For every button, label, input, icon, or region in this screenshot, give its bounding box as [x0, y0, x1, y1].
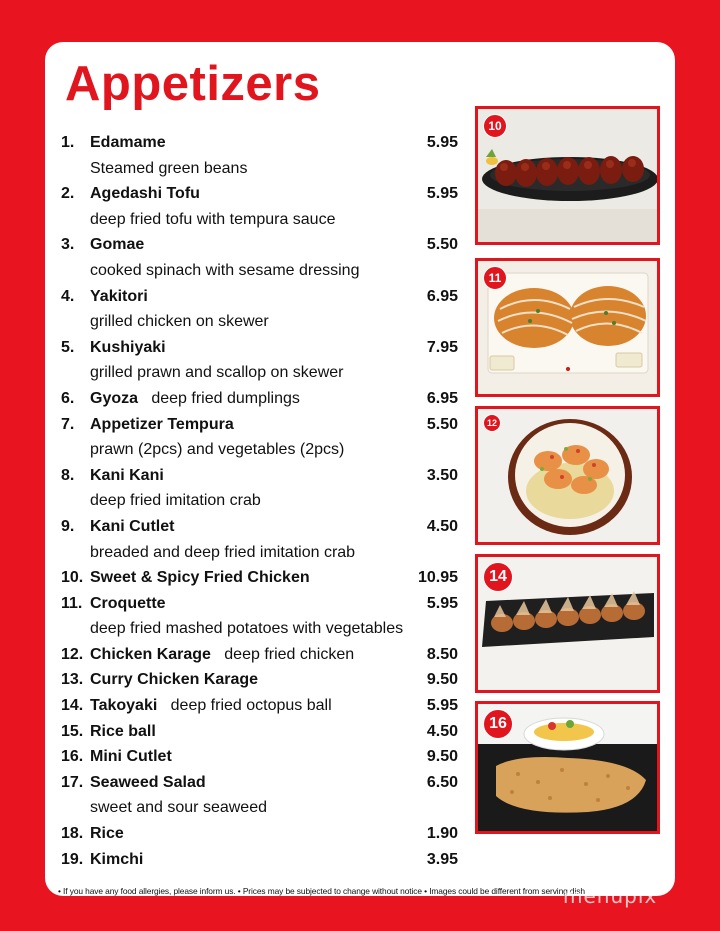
item-name: [90, 232, 144, 258]
item-name-text: Kushiyaki: [90, 338, 166, 356]
photo-karage-bowl: [475, 406, 660, 545]
item-number: 11.: [61, 594, 83, 612]
item-number: 7.: [61, 415, 75, 433]
item-inline-description: deep fried dumplings: [151, 389, 300, 407]
menu-item: [61, 744, 471, 770]
item-name: [90, 821, 124, 847]
menu-item: [61, 232, 471, 258]
menu-item: [61, 821, 471, 847]
item-price: 5.50: [426, 236, 458, 254]
menu-item: [61, 181, 471, 207]
item-number: 18.: [61, 825, 84, 843]
item-number: 17.: [61, 773, 84, 791]
item-name-text: Appetizer Tempura: [90, 415, 234, 433]
disclaimer: • If you have any food allergies, please inform us. • Prices may be subjected to change without notice • Images could be different from serving dish: [58, 886, 585, 896]
item-name: [90, 565, 310, 591]
item-name-text: Kimchi: [90, 850, 144, 868]
item-name: [90, 642, 354, 668]
photo-fried-chicken: [475, 106, 660, 245]
menu-item: [61, 770, 471, 796]
photo-badge: 14: [483, 562, 513, 592]
item-name-text: Yakitori: [90, 287, 148, 305]
item-name: [90, 181, 200, 207]
item-description: breaded and deep fried imitation crab: [90, 543, 356, 561]
menu-item: [61, 412, 471, 438]
item-price: 5.95: [426, 134, 458, 151]
item-number: 12.: [61, 645, 84, 663]
item-inline-description: deep fried chicken: [224, 645, 355, 663]
item-name-text: Curry Chicken Karage: [90, 671, 259, 689]
menu-item: [61, 719, 471, 745]
item-name: [90, 130, 166, 156]
item-price: 6.95: [426, 287, 458, 305]
item-price: 9.50: [426, 671, 458, 689]
item-name-text: Kani Cutlet: [90, 517, 175, 535]
page-title: Appetizers: [65, 57, 321, 111]
menu-item: [61, 284, 471, 310]
item-number: 5.: [61, 338, 75, 356]
item-number: 16.: [61, 748, 84, 766]
photo-badge: 10: [483, 114, 507, 138]
item-number: 13.: [61, 671, 84, 689]
item-number: 1.: [61, 134, 75, 151]
item-name-text: Croquette: [90, 594, 166, 612]
item-price: 5.50: [426, 415, 458, 433]
item-inline-description: deep fried octopus ball: [170, 697, 332, 715]
item-description: prawn (2pcs) and vegetables (2pcs): [90, 441, 345, 459]
item-description: sweet and sour seaweed: [90, 799, 267, 817]
menu-list: [61, 130, 471, 872]
item-number: 10.: [61, 569, 84, 587]
item-name-text: Kani Kani: [90, 466, 164, 484]
menu-item: [61, 386, 471, 412]
item-name-text: Agedashi Tofu: [90, 185, 200, 203]
item-name: [90, 719, 156, 745]
item-number: 14.: [61, 697, 84, 715]
menu-item-description-row: [61, 207, 471, 233]
item-name-text: Edamame: [90, 134, 166, 151]
item-number: 4.: [61, 287, 75, 305]
item-name: [90, 463, 164, 489]
menu-item-description-row: [61, 540, 471, 566]
item-name-text: Chicken Karage: [90, 645, 211, 663]
karage-bowl-image: [478, 409, 657, 542]
menu-item: [61, 642, 471, 668]
item-number: 19.: [61, 850, 84, 868]
item-price: 4.50: [426, 722, 458, 740]
menu-item: [61, 591, 471, 617]
item-name: [90, 667, 258, 693]
menu-item-description-row: [61, 360, 471, 386]
item-price: 8.50: [426, 645, 458, 663]
item-price: 5.95: [426, 594, 458, 612]
photo-badge: 11: [483, 266, 507, 290]
item-number: 2.: [61, 185, 75, 203]
item-description: Steamed green beans: [90, 159, 248, 177]
menu-item: [61, 514, 471, 540]
item-description: grilled chicken on skewer: [90, 313, 269, 331]
item-name: [90, 847, 143, 873]
item-name: [90, 770, 206, 796]
menu-item-description-row: [61, 258, 471, 284]
item-name: [90, 744, 172, 770]
item-name-text: Seaweed Salad: [90, 773, 206, 791]
item-name: [90, 386, 300, 412]
item-price: 10.95: [417, 569, 458, 587]
item-price: 7.95: [426, 338, 458, 356]
item-number: 8.: [61, 466, 75, 484]
menu-item: [61, 130, 471, 156]
menu-item: [61, 693, 471, 719]
item-description: cooked spinach with sesame dressing: [90, 261, 360, 279]
item-price: 9.50: [426, 748, 458, 766]
watermark: menupix: [563, 884, 658, 908]
item-price: 6.95: [426, 389, 458, 407]
menu-item: [61, 847, 471, 873]
photo-badge: 16: [483, 709, 513, 739]
item-name-text: Mini Cutlet: [90, 748, 172, 766]
item-name: [90, 412, 234, 438]
item-name-text: Gomae: [90, 236, 145, 254]
item-name-text: Sweet & Spicy Fried Chicken: [90, 569, 310, 587]
item-price: 1.90: [426, 825, 458, 843]
menu-item-description-row: [61, 309, 471, 335]
item-price: 5.95: [426, 697, 458, 715]
item-name: [90, 335, 166, 361]
item-description: grilled prawn and scallop on skewer: [90, 364, 344, 382]
item-name-text: Takoyaki: [90, 697, 158, 715]
item-name-text: Rice ball: [90, 722, 156, 740]
item-number: 9.: [61, 517, 75, 535]
menu-item-description-row: [61, 437, 471, 463]
menu-item-description-row: [61, 156, 471, 182]
item-price: 4.50: [426, 517, 458, 535]
menu-item-description-row: [61, 616, 471, 642]
menu-item: [61, 565, 471, 591]
menu-item: [61, 667, 471, 693]
item-name: [90, 693, 332, 719]
item-description: deep fried imitation crab: [90, 492, 261, 510]
item-number: 3.: [61, 236, 75, 254]
item-number: 6.: [61, 389, 75, 407]
item-description: deep fried tofu with tempura sauce: [90, 210, 336, 228]
item-name-text: Gyoza: [90, 389, 139, 407]
item-price: 5.95: [426, 185, 458, 203]
photo-croquette: [475, 258, 660, 397]
item-name: [90, 514, 174, 540]
item-number: 15.: [61, 722, 84, 740]
item-price: 3.95: [426, 850, 458, 868]
item-name: [90, 591, 166, 617]
menu-item: [61, 463, 471, 489]
menu-item-description-row: [61, 488, 471, 514]
photo-takoyaki: [475, 554, 660, 693]
photo-cutlet: [475, 701, 660, 834]
item-name-text: Rice: [90, 825, 124, 843]
item-price: 6.50: [426, 773, 458, 791]
item-description: deep fried mashed potatoes with vegetables: [90, 620, 404, 638]
menu-item: [61, 335, 471, 361]
photo-badge: 12: [483, 414, 501, 432]
item-name: [90, 284, 148, 310]
item-price: 3.50: [426, 466, 458, 484]
menu-item-description-row: [61, 795, 471, 821]
